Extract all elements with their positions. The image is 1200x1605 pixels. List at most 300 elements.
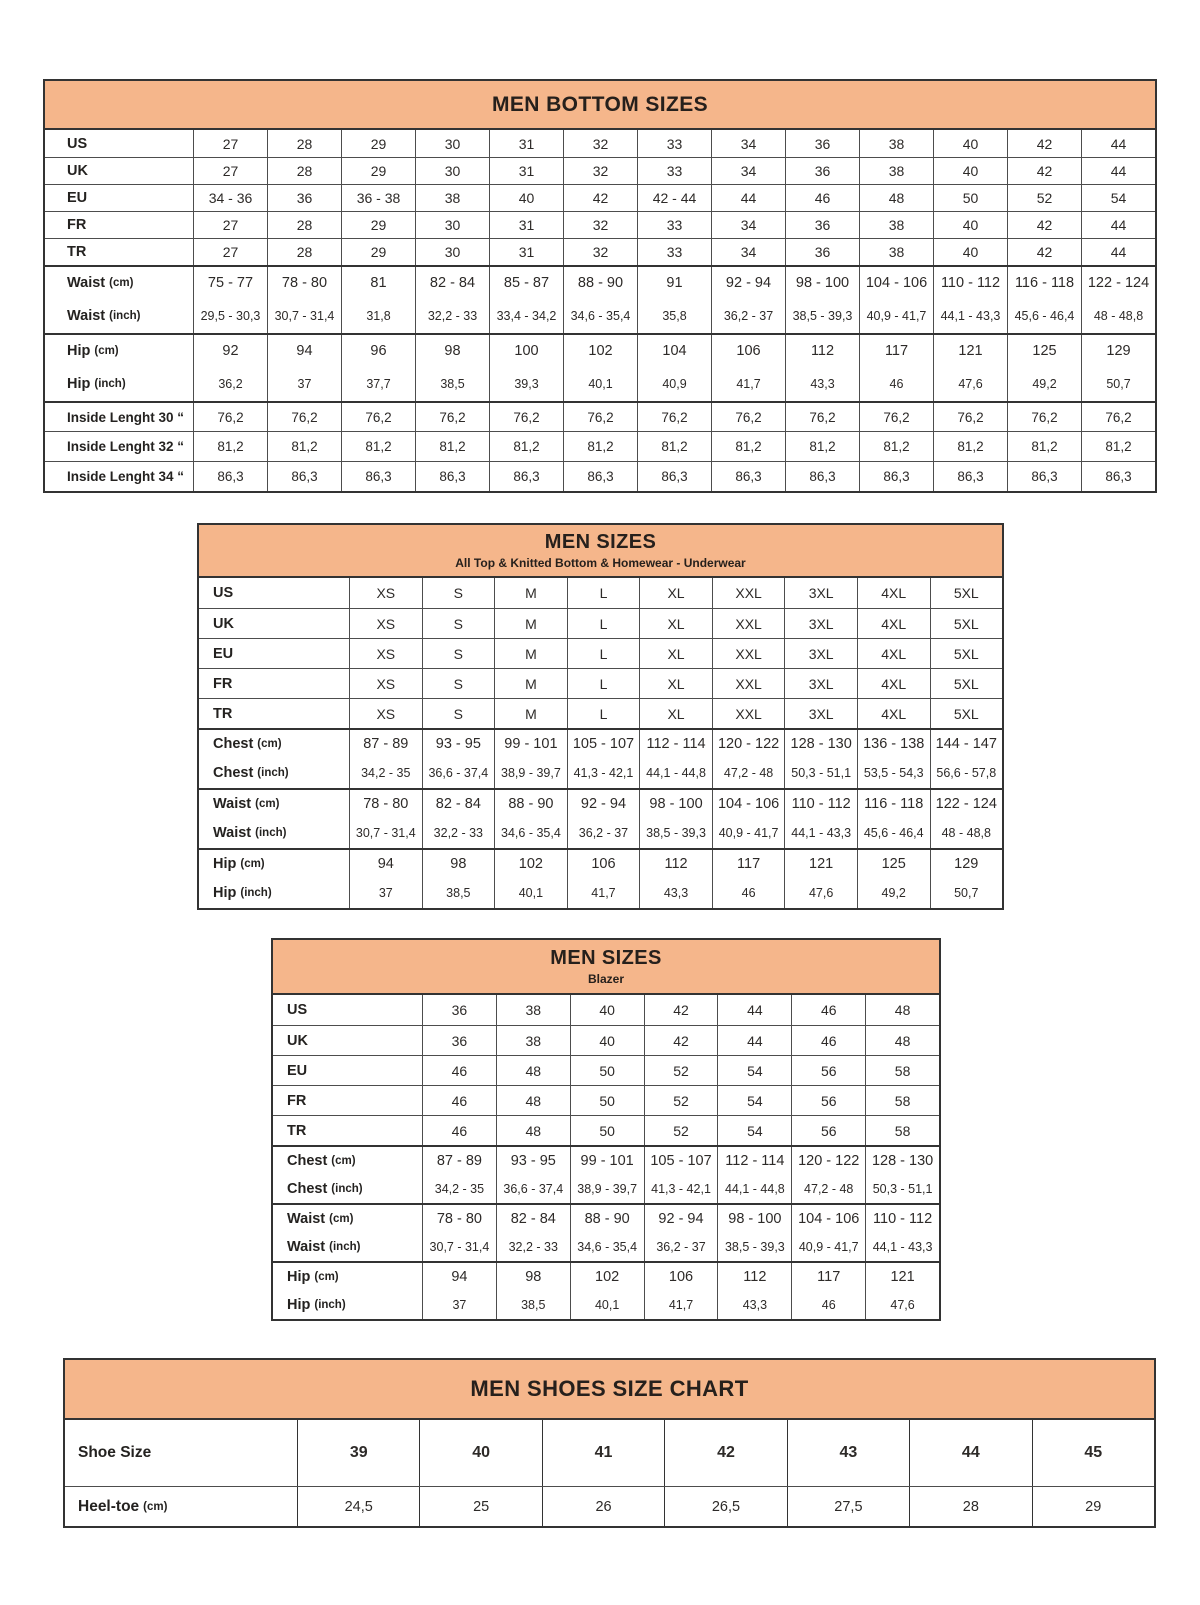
table-cell: 38 xyxy=(496,995,570,1025)
table-cell: 102 xyxy=(494,850,567,878)
table-cell: 102 xyxy=(563,335,637,367)
table-cell: 112 - 114 xyxy=(717,1147,791,1174)
table-row xyxy=(273,1232,939,1261)
table-cell: 36 xyxy=(785,239,859,265)
row-label: TR xyxy=(287,1122,307,1139)
men-shoes-header xyxy=(65,1360,1154,1420)
table-cell: 34,6 - 35,4 xyxy=(494,818,567,848)
table-row xyxy=(199,698,1002,728)
table-cell: 112 - 114 xyxy=(639,730,712,758)
table-cell: 44 xyxy=(909,1420,1031,1486)
table-cell: 36,2 - 37 xyxy=(644,1232,718,1261)
table-cell: 47,6 xyxy=(933,367,1007,401)
table-cell: 47,2 - 48 xyxy=(791,1174,865,1203)
table-cell: 44,1 - 43,3 xyxy=(865,1232,939,1261)
table-cell: 93 - 95 xyxy=(496,1147,570,1174)
table-cell: 43,3 xyxy=(785,367,859,401)
table-cell: 33 xyxy=(637,239,711,265)
table-row xyxy=(273,1203,939,1232)
table-title: MEN SHOES SIZE CHART xyxy=(470,1376,749,1401)
table-cell: 40,9 - 41,7 xyxy=(791,1232,865,1261)
table-cell: 86,3 xyxy=(193,462,267,491)
table-cell: 50 xyxy=(933,185,1007,211)
table-cell: 40,9 - 41,7 xyxy=(859,299,933,333)
table-cell: 38,5 xyxy=(422,878,495,908)
table-cell: 129 xyxy=(930,850,1003,878)
table-cell: 4XL xyxy=(857,669,930,698)
table-cell: 38 xyxy=(496,1026,570,1055)
table-cell: 82 - 84 xyxy=(496,1205,570,1232)
table-cell: 54 xyxy=(717,1116,791,1145)
row-label: EU xyxy=(287,1062,308,1079)
table-cell: 44 xyxy=(1081,130,1155,157)
table-cell: 39 xyxy=(297,1420,419,1486)
table-cell: 30,7 - 31,4 xyxy=(267,299,341,333)
men-shoes-size-chart-table xyxy=(63,1358,1156,1528)
table-cell: 81,2 xyxy=(933,432,1007,461)
table-cell: 33 xyxy=(637,130,711,157)
table-cell: 86,3 xyxy=(489,462,563,491)
table-cell: 56 xyxy=(791,1086,865,1115)
table-cell: 92 - 94 xyxy=(711,267,785,299)
table-cell: 40 xyxy=(933,130,1007,157)
table-row xyxy=(45,211,1155,238)
table-cell: 78 - 80 xyxy=(267,267,341,299)
table-cell: 47,6 xyxy=(865,1290,939,1319)
table-cell: M xyxy=(494,578,567,608)
table-title: MEN BOTTOM SIZES xyxy=(491,92,709,116)
table-cell: 5XL xyxy=(930,578,1003,608)
table-cell: 50,7 xyxy=(1081,367,1155,401)
men-sizes-top-header xyxy=(199,525,1002,578)
table-cell: XL xyxy=(639,639,712,668)
table-cell: 38,5 xyxy=(415,367,489,401)
table-cell: 76,2 xyxy=(711,403,785,431)
row-label: Waist (inch) xyxy=(213,825,287,841)
table-cell: 32,2 - 33 xyxy=(422,818,495,848)
table-cell: 44 xyxy=(1081,158,1155,184)
table-cell: 39,3 xyxy=(489,367,563,401)
table-cell: 43,3 xyxy=(717,1290,791,1319)
table-body xyxy=(273,995,939,1319)
table-cell: 88 - 90 xyxy=(494,790,567,818)
table-cell: 42 xyxy=(644,995,718,1025)
table-cell: 46 xyxy=(791,995,865,1025)
row-label: Heel-toe (cm) xyxy=(78,1497,168,1515)
row-label: Waist (cm) xyxy=(287,1210,354,1227)
table-cell: 81,2 xyxy=(637,432,711,461)
table-cell: M xyxy=(494,669,567,698)
table-cell: M xyxy=(494,639,567,668)
table-cell: 29 xyxy=(1032,1487,1154,1526)
table-cell: 45 xyxy=(1032,1420,1154,1486)
table-cell: 28 xyxy=(267,212,341,238)
table-cell: 76,2 xyxy=(267,403,341,431)
row-label: Inside Lenght 34 “ xyxy=(67,469,185,484)
table-row xyxy=(273,1055,939,1085)
table-cell: 5XL xyxy=(930,609,1003,638)
table-cell: 36,6 - 37,4 xyxy=(422,758,495,788)
table-cell: 33 xyxy=(637,212,711,238)
table-cell: 99 - 101 xyxy=(494,730,567,758)
table-cell: 98 xyxy=(496,1263,570,1290)
table-cell: 81,2 xyxy=(1081,432,1155,461)
row-label: Hip (inch) xyxy=(213,885,272,901)
table-cell: 76,2 xyxy=(489,403,563,431)
table-cell: 121 xyxy=(784,850,857,878)
table-cell: 48 xyxy=(865,995,939,1025)
table-cell: 44 xyxy=(711,185,785,211)
row-label: Chest (inch) xyxy=(213,765,289,781)
table-cell: 40 xyxy=(933,212,1007,238)
table-cell: 98 - 100 xyxy=(785,267,859,299)
table-cell: 46 xyxy=(422,1116,496,1145)
table-cell: 86,3 xyxy=(415,462,489,491)
table-cell: 102 xyxy=(570,1263,644,1290)
table-body xyxy=(45,130,1155,491)
table-cell: 31 xyxy=(489,158,563,184)
table-row xyxy=(199,608,1002,638)
table-row xyxy=(273,1145,939,1174)
table-cell: 116 - 118 xyxy=(1007,267,1081,299)
table-cell: 81,2 xyxy=(489,432,563,461)
table-cell: 27 xyxy=(193,158,267,184)
row-label: US xyxy=(287,1002,308,1018)
table-cell: 81,2 xyxy=(193,432,267,461)
table-cell: 42 xyxy=(644,1026,718,1055)
table-cell: 40 xyxy=(570,1026,644,1055)
table-cell: 46 xyxy=(422,1086,496,1115)
table-cell: 38,9 - 39,7 xyxy=(494,758,567,788)
table-cell: 28 xyxy=(909,1487,1031,1526)
table-cell: 50,3 - 51,1 xyxy=(865,1174,939,1203)
table-cell: 26,5 xyxy=(664,1487,786,1526)
table-cell: 52 xyxy=(1007,185,1081,211)
table-row xyxy=(65,1420,1154,1486)
table-cell: 81,2 xyxy=(563,432,637,461)
table-row xyxy=(45,401,1155,431)
table-row xyxy=(45,367,1155,401)
table-cell: 40,1 xyxy=(570,1290,644,1319)
table-cell: 94 xyxy=(349,850,422,878)
table-cell: 54 xyxy=(1081,185,1155,211)
table-cell: 38,5 - 39,3 xyxy=(639,818,712,848)
table-row xyxy=(45,461,1155,491)
table-cell: 29,5 - 30,3 xyxy=(193,299,267,333)
table-cell: 25 xyxy=(419,1487,541,1526)
row-label: Hip (cm) xyxy=(213,856,265,872)
table-cell: 86,3 xyxy=(1081,462,1155,491)
table-cell: S xyxy=(422,578,495,608)
table-cell: 38 xyxy=(859,158,933,184)
table-cell: 48 xyxy=(859,185,933,211)
row-label: FR xyxy=(287,1092,307,1109)
table-cell: 30 xyxy=(415,130,489,157)
table-cell: L xyxy=(567,699,640,728)
row-label: TR xyxy=(67,244,87,260)
table-cell: XXL xyxy=(712,639,785,668)
table-cell: 110 - 112 xyxy=(933,267,1007,299)
table-cell: XS xyxy=(349,609,422,638)
table-row xyxy=(199,758,1002,788)
table-cell: L xyxy=(567,639,640,668)
table-cell: 117 xyxy=(859,335,933,367)
table-cell: 30 xyxy=(415,239,489,265)
table-cell: 44,1 - 44,8 xyxy=(639,758,712,788)
table-title: MEN SIZES xyxy=(550,947,662,969)
table-cell: 45,6 - 46,4 xyxy=(857,818,930,848)
table-cell: 34 xyxy=(711,239,785,265)
table-cell: 37 xyxy=(267,367,341,401)
table-row xyxy=(199,848,1002,878)
table-cell: 76,2 xyxy=(859,403,933,431)
table-cell: 117 xyxy=(712,850,785,878)
table-cell: 31 xyxy=(489,212,563,238)
table-cell: 81,2 xyxy=(1007,432,1081,461)
table-cell: 52 xyxy=(644,1086,718,1115)
table-cell: 50 xyxy=(570,1086,644,1115)
row-label: Hip (inch) xyxy=(67,376,126,392)
table-cell: 40,1 xyxy=(494,878,567,908)
table-cell: 40 xyxy=(933,239,1007,265)
table-cell: 121 xyxy=(865,1263,939,1290)
table-cell: 87 - 89 xyxy=(422,1147,496,1174)
table-cell: 38,5 - 39,3 xyxy=(717,1232,791,1261)
table-cell: 4XL xyxy=(857,609,930,638)
table-cell: 54 xyxy=(717,1056,791,1085)
table-cell: 58 xyxy=(865,1116,939,1145)
table-cell: 122 - 124 xyxy=(1081,267,1155,299)
table-cell: 36,2 - 37 xyxy=(567,818,640,848)
men-sizes-top-table xyxy=(197,523,1004,910)
table-cell: 106 xyxy=(567,850,640,878)
table-cell: 38 xyxy=(415,185,489,211)
table-cell: 30,7 - 31,4 xyxy=(349,818,422,848)
table-cell: 38,9 - 39,7 xyxy=(570,1174,644,1203)
table-row xyxy=(273,1261,939,1290)
row-label: Chest (inch) xyxy=(287,1180,363,1197)
table-cell: 86,3 xyxy=(637,462,711,491)
table-cell: 36 xyxy=(785,158,859,184)
table-cell: 48 xyxy=(496,1056,570,1085)
table-cell: 53,5 - 54,3 xyxy=(857,758,930,788)
table-cell: 34 xyxy=(711,158,785,184)
table-body xyxy=(199,578,1002,908)
table-cell: 45,6 - 46,4 xyxy=(1007,299,1081,333)
table-cell: L xyxy=(567,578,640,608)
table-cell: 36 xyxy=(785,212,859,238)
table-cell: 36,2 - 37 xyxy=(711,299,785,333)
table-cell: 104 - 106 xyxy=(859,267,933,299)
table-cell: 86,3 xyxy=(267,462,341,491)
table-cell: 30,7 - 31,4 xyxy=(422,1232,496,1261)
table-cell: 32 xyxy=(563,212,637,238)
table-row xyxy=(199,668,1002,698)
table-cell: 76,2 xyxy=(933,403,1007,431)
table-cell: 5XL xyxy=(930,669,1003,698)
table-cell: 88 - 90 xyxy=(563,267,637,299)
table-cell: 41,7 xyxy=(644,1290,718,1319)
table-cell: 4XL xyxy=(857,699,930,728)
table-cell: 120 - 122 xyxy=(712,730,785,758)
table-row xyxy=(45,265,1155,299)
men-sizes-blazer-table xyxy=(271,938,941,1321)
table-cell: 86,3 xyxy=(341,462,415,491)
table-cell: 32 xyxy=(563,239,637,265)
table-cell: 76,2 xyxy=(415,403,489,431)
row-label: UK xyxy=(67,163,88,179)
table-cell: 91 xyxy=(637,267,711,299)
row-label: FR xyxy=(213,675,233,692)
table-cell: 27,5 xyxy=(787,1487,909,1526)
table-row xyxy=(273,1025,939,1055)
table-cell: 144 - 147 xyxy=(930,730,1003,758)
row-label: Hip (cm) xyxy=(287,1268,339,1285)
table-cell: 76,2 xyxy=(563,403,637,431)
table-cell: 38 xyxy=(859,130,933,157)
table-subtitle: Blazer xyxy=(587,972,625,986)
table-cell: 99 - 101 xyxy=(570,1147,644,1174)
table-cell: 104 xyxy=(637,335,711,367)
table-cell: 92 - 94 xyxy=(567,790,640,818)
table-cell: 78 - 80 xyxy=(422,1205,496,1232)
table-cell: 76,2 xyxy=(1081,403,1155,431)
table-cell: 100 xyxy=(489,335,563,367)
table-cell: L xyxy=(567,609,640,638)
row-label: Waist (cm) xyxy=(213,796,280,812)
table-cell: 40 xyxy=(570,995,644,1025)
row-label: Hip (cm) xyxy=(67,343,119,359)
table-cell: 110 - 112 xyxy=(865,1205,939,1232)
table-cell: 4XL xyxy=(857,578,930,608)
table-cell: 104 - 106 xyxy=(712,790,785,818)
table-cell: 41 xyxy=(542,1420,664,1486)
table-cell: 42 xyxy=(1007,239,1081,265)
table-cell: 98 - 100 xyxy=(717,1205,791,1232)
table-cell: 36 xyxy=(422,1026,496,1055)
table-cell: XXL xyxy=(712,669,785,698)
row-label: US xyxy=(67,135,88,152)
table-cell: 86,3 xyxy=(785,462,859,491)
table-row xyxy=(199,788,1002,818)
table-cell: 81,2 xyxy=(785,432,859,461)
row-label: EU xyxy=(67,190,88,206)
row-label: Waist (inch) xyxy=(287,1238,361,1255)
table-cell: 92 - 94 xyxy=(644,1205,718,1232)
table-cell: 105 - 107 xyxy=(567,730,640,758)
table-cell: M xyxy=(494,699,567,728)
table-cell: XXL xyxy=(712,609,785,638)
table-cell: 94 xyxy=(267,335,341,367)
table-cell: 47,6 xyxy=(784,878,857,908)
table-cell: 37,7 xyxy=(341,367,415,401)
table-cell: 32,2 - 33 xyxy=(496,1232,570,1261)
table-cell: 30 xyxy=(415,158,489,184)
row-label: Chest (cm) xyxy=(213,736,282,752)
table-cell: 30 xyxy=(415,212,489,238)
table-cell: S xyxy=(422,609,495,638)
table-cell: 34 - 36 xyxy=(193,185,267,211)
table-cell: 86,3 xyxy=(859,462,933,491)
table-cell: 120 - 122 xyxy=(791,1147,865,1174)
table-cell: 42 xyxy=(563,185,637,211)
table-cell: 3XL xyxy=(784,639,857,668)
table-cell: 136 - 138 xyxy=(857,730,930,758)
table-cell: 44,1 - 43,3 xyxy=(933,299,1007,333)
table-cell: 29 xyxy=(341,212,415,238)
table-cell: 41,7 xyxy=(711,367,785,401)
table-cell: 3XL xyxy=(784,669,857,698)
table-cell: 106 xyxy=(644,1263,718,1290)
table-cell: 129 xyxy=(1081,335,1155,367)
table-cell: 78 - 80 xyxy=(349,790,422,818)
table-cell: 36 - 38 xyxy=(341,185,415,211)
table-cell: 85 - 87 xyxy=(489,267,563,299)
table-row xyxy=(45,299,1155,333)
table-cell: 37 xyxy=(422,1290,496,1319)
table-cell: 42 - 44 xyxy=(637,185,711,211)
table-cell: M xyxy=(494,609,567,638)
table-cell: 27 xyxy=(193,239,267,265)
table-cell: 125 xyxy=(1007,335,1081,367)
table-cell: 5XL xyxy=(930,639,1003,668)
table-cell: 27 xyxy=(193,130,267,157)
table-cell: 46 xyxy=(785,185,859,211)
table-cell: 35,8 xyxy=(637,299,711,333)
table-row xyxy=(199,638,1002,668)
table-cell: 86,3 xyxy=(563,462,637,491)
table-cell: 36 xyxy=(785,130,859,157)
table-cell: 37 xyxy=(349,878,422,908)
table-cell: 48 xyxy=(496,1086,570,1115)
table-cell: 24,5 xyxy=(297,1487,419,1526)
table-cell: 44 xyxy=(1081,212,1155,238)
table-cell: 26 xyxy=(542,1487,664,1526)
table-cell: 48 - 48,8 xyxy=(1081,299,1155,333)
table-cell: 110 - 112 xyxy=(784,790,857,818)
table-cell: 44 xyxy=(717,995,791,1025)
table-cell: 112 xyxy=(639,850,712,878)
table-cell: 36 xyxy=(422,995,496,1025)
table-cell: 36 xyxy=(267,185,341,211)
table-cell: 36,6 - 37,4 xyxy=(496,1174,570,1203)
table-cell: 31 xyxy=(489,130,563,157)
table-row xyxy=(45,333,1155,367)
table-cell: 50,7 xyxy=(930,878,1003,908)
table-cell: S xyxy=(422,639,495,668)
row-label: Shoe Size xyxy=(78,1444,152,1461)
table-cell: 43,3 xyxy=(639,878,712,908)
table-cell: 46 xyxy=(791,1026,865,1055)
table-row xyxy=(45,238,1155,265)
table-cell: 36,2 xyxy=(193,367,267,401)
table-cell: 82 - 84 xyxy=(415,267,489,299)
table-cell: 81,2 xyxy=(267,432,341,461)
table-row xyxy=(273,1085,939,1115)
table-cell: 86,3 xyxy=(933,462,1007,491)
table-row xyxy=(273,1115,939,1145)
table-cell: 56 xyxy=(791,1116,865,1145)
table-cell: 76,2 xyxy=(193,403,267,431)
table-cell: 98 xyxy=(422,850,495,878)
table-cell: 76,2 xyxy=(785,403,859,431)
table-cell: XXL xyxy=(712,699,785,728)
row-label: Inside Lenght 32 “ xyxy=(67,439,185,454)
table-cell: 98 xyxy=(415,335,489,367)
row-label: Inside Lenght 30 “ xyxy=(67,409,185,425)
table-cell: 32 xyxy=(563,158,637,184)
table-cell: 46 xyxy=(712,878,785,908)
